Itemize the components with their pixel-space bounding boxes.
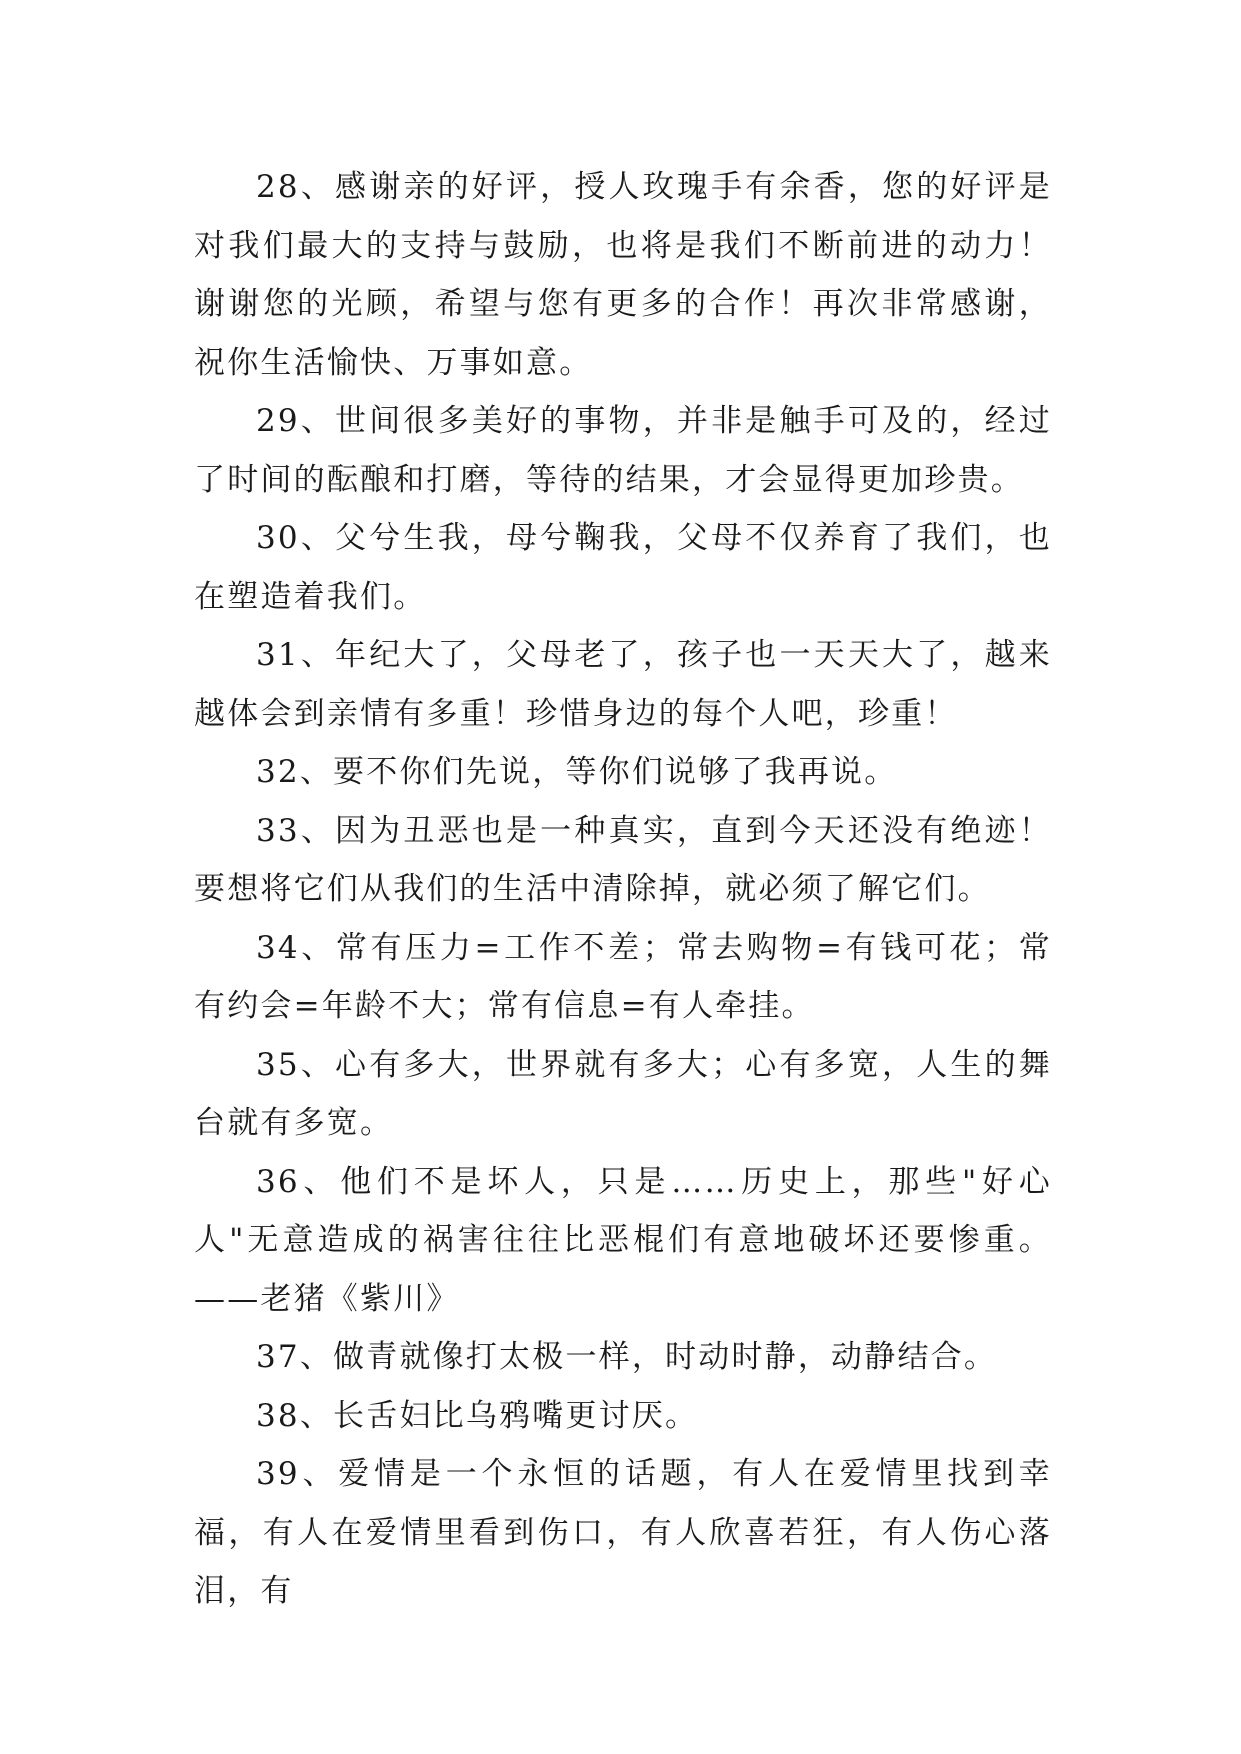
paragraph-35: 35、心有多大，世界就有多大；心有多宽，人生的舞台就有多宽。 [194,1046,1052,1141]
paragraph-31: 31、年纪大了，父母老了，孩子也一天天大了，越来越体会到亲情有多重！珍惜身边的每个人吧，珍重！ [194,637,1052,732]
paragraph-29: 29、世间很多美好的事物，并非是触手可及的，经过了时间的酝酿和打磨，等待的结果，才会显得更加珍贵。 [194,403,1052,498]
paragraph-28: 28、感谢亲的好评，授人玫瑰手有余香，您的好评是对我们最大的支持与鼓励，也将是我们不断前进的动力！ 谢谢您的光顾，希望与您有更多的合作！再次非常感谢，祝你生活愉快、万事如意。 [194,169,1052,381]
paragraph-38: 38、长舌妇比乌鸦嘴更讨厌。 [256,1397,699,1434]
paragraph-33: 33、因为丑恶也是一种真实，直到今天还没有绝迹！要想将它们从我们的生活中清除掉，就必须了解它们。 [194,812,1052,907]
paragraph-37: 37、做青就像打太极一样，时动时静，动静结合。 [256,1339,998,1375]
paragraph-32: 32、要不你们先说，等你们说够了我再说。 [256,754,898,790]
document-body [194,158,1052,1621]
paragraph-34: 34、常有压力=工作不差；常去购物=有钱可花；常有约会=年龄不大；常有信息=有人牵挂。 [194,929,1052,1024]
paragraph-30: 30、父兮生我，母兮鞠我，父母不仅养育了我们，也在塑造着我们。 [194,520,1052,615]
paragraph-36: 36、他们不是坏人，只是……历史上，那些"好心人"无意造成的祸害往往比恶棍们有意地破坏还要惨重。——老猪《紫川》 [194,1163,1052,1317]
paragraph-39: 39、爱情是一个永恒的话题，有人在爱情里找到幸福，有人在爱情里看到伤口，有人欣喜若狂，有人伤心落泪，有 [194,1456,1052,1609]
